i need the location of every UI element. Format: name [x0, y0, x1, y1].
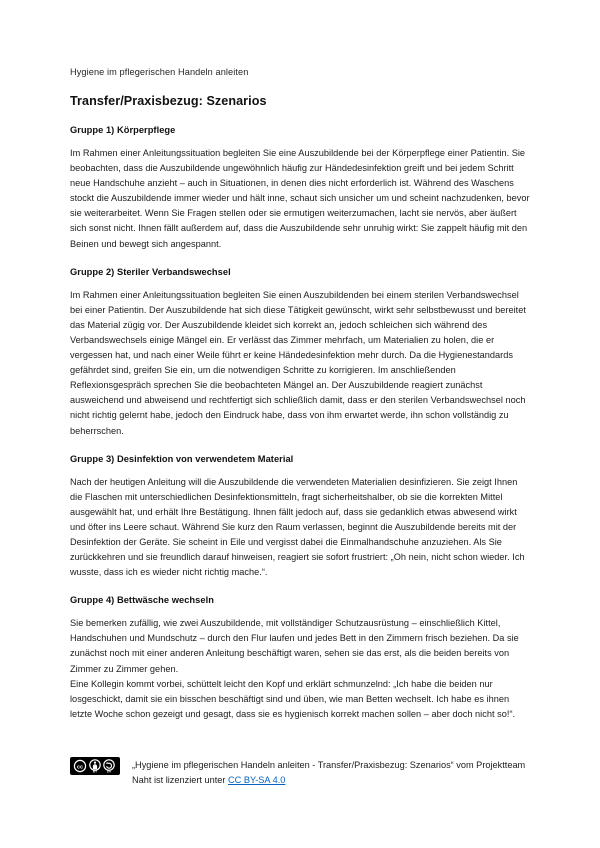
section-heading-gruppe-3: Gruppe 3) Desinfektion von verwendetem Material [70, 453, 294, 464]
license-notice [70, 757, 540, 788]
section-gruppe-3 [70, 453, 530, 581]
svg-text:cc: cc [77, 764, 83, 771]
section-heading-gruppe-2: Gruppe 2) Steriler Verbandswechsel [70, 266, 231, 277]
section-paragraph: Eine Kollegin kommt vorbei, schüttelt leicht den Kopf und erklärt schmunzelnd: „Ich habe die beiden nur losgeschickt, damit sie ein bisschen beschäftigt sind und üben, wie man Betten wechselt. Ich habe es ihnen letzte Woche schon gezeigt und gesagt, dass sie es hygienisch korrekt machen sollen – aber doch nicht so!“. [70, 678, 516, 719]
page-title: Transfer/Praxisbezug: Szenarios [70, 94, 267, 108]
section-gruppe-2 [70, 266, 530, 439]
license-text-body: „Hygiene im pflegerischen Handeln anleiten - Transfer/Praxisbezug: Szenarios“ vom Projektteam Naht ist lizenziert unter [132, 760, 526, 786]
license-link[interactable]: CC BY-SA 4.0 [228, 775, 286, 786]
section-paragraph: Sie bemerken zufällig, wie zwei Auszubildende, mit vollständiger Schutzausrüstung – einschließlich Kittel, Handschuhen und Mundschutz – durch den Flur laufen und jedes Bett in den Zimmern frisch beziehen. Da sie zunächst noch mit einer anderen Anleitung beschäftigt waren, sehen sie das erst, als die beiden bereits von Zimmer zu Zimmer gehen. [70, 618, 519, 674]
section-gruppe-4 [70, 594, 530, 722]
section-heading-gruppe-4: Gruppe 4) Bettwäsche wechseln [70, 595, 214, 606]
section-paragraph: Im Rahmen einer Anleitungssituation begleiten Sie eine Auszubildende bei der Körperpflege einer Patientin. Sie beobachten, dass die Auszubildende ungewöhnlich häufig zur Händedesinfektion greift und bei jedem Schritt neue Handschuhe anzieht – auch in Situationen, in denen dies nicht erforderlich ist. Während des Waschens stockt die Auszubildende immer wieder und hält inne, schaut sich unsicher um und scheint nachzudenken, bevor sie weiterarbeitet. Wenn Sie Fragen stellen oder sie ermutigen weiterzumachen, lacht sie nervös, aber äußert sich sonst nicht. Ihnen fällt außerdem auf, dass die Auszubildende sehr unruhig wirkt: Sie zappelt häufig mit den Beinen und bewegt sich angespannt. [70, 148, 530, 249]
svg-text:SA: SA [106, 769, 112, 773]
license-text [132, 757, 540, 788]
section-heading-gruppe-1: Gruppe 1) Körperpflege [70, 125, 176, 135]
section-paragraph: Nach der heutigen Anleitung will die Auszubildende die verwendeten Materialien desinfizieren. Sie zeigt Ihnen die Flaschen mit unterschiedlichen Desinfektionsmitteln, fragt sicherheitshalber, ob sie die korrekten Mittel ausgewählt hat, und erhält Ihre Bestätigung. Ihnen fällt jedoch auf, dass sie gedanklich etwas abwesend wirkt und öfter ins Leere schaut. Während Sie kurz den Raum verlassen, beginnt die Auszubildende bereits mit der Desinfektion der Geräte. Sie scheint in Eile und vergisst dabei die Einmalhandschuhe anzuziehen. Als Sie zurückkehren und sie freundlich darauf hinweisen, reagiert sie sofort frustriert: „Oh nein, nicht schon wieder. Ich wusste, dass ich es wieder nicht richtig mache.“. [70, 476, 525, 578]
creative-commons-by-sa-badge[interactable] [70, 757, 120, 775]
section-paragraph: Im Rahmen einer Anleitungssituation begleiten Sie einen Auszubildenden bei einem sterilen Verbandswechsel bei einer Patientin. Der Auszubildende hat sich diese Tätigkeit gewünscht, wirkt sehr selbstbewusst und bereitet das Material zügig vor. Der Auszubildende kleidet sich korrekt an, jedoch schleichen sich während des Verbandswechsels einige Mängel ein. Er verlässt das Zimmer mehrfach, um Materialien zu holen, die er vergessen hat, und nach einer Weile führt er keine Händedesinfektion mehr durch. Da die Hygienestandards gefährdet sind, greifen Sie ein, um die notwendigen Schritte zu korrigieren. Im anschließenden Reflexionsgespräch sprechen Sie die beobachteten Mängel an. Der Auszubildende reagiert zunächst ausweichend und abweisend und rechtfertigt sich schließlich damit, dass er den sterilen Verbandswechsel noch nicht richtig gelernt habe, jedoch den Eindruck habe, dass von ihm erwartet werde, ihn schon vollständig zu beherrschen. [70, 289, 526, 436]
section-gruppe-1 [70, 124, 530, 252]
svg-text:BY: BY [92, 769, 98, 773]
running-head: Hygiene im pflegerischen Handeln anleiten [70, 67, 249, 77]
